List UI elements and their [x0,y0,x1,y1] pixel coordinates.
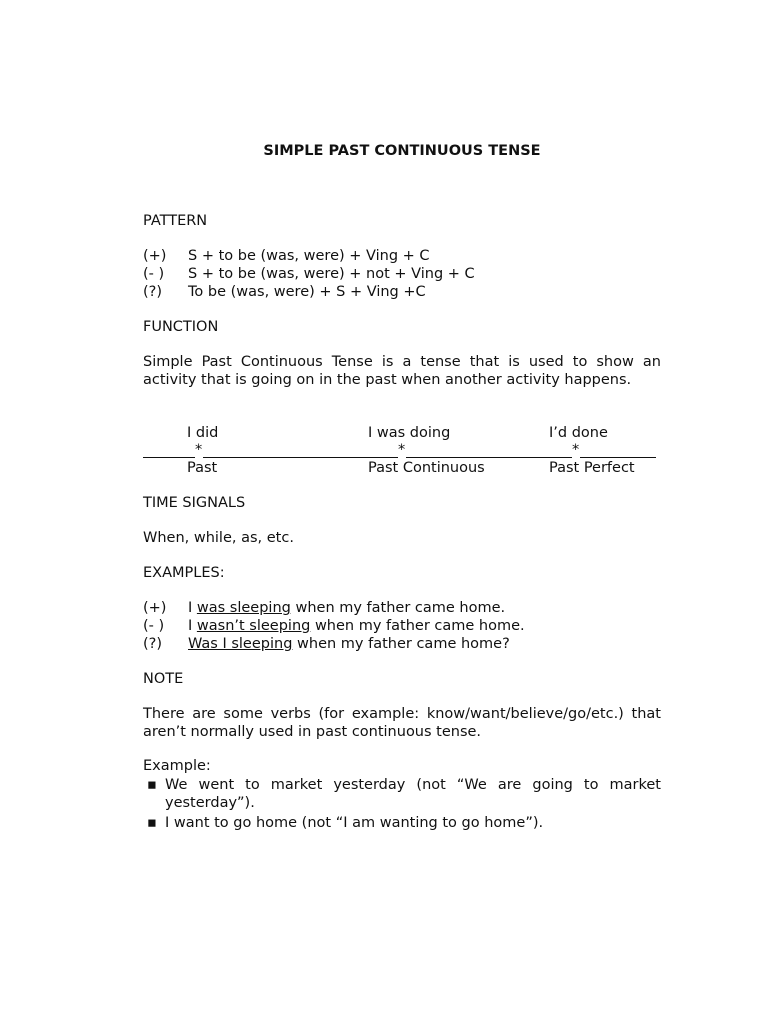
example-sentence-positive [188,599,505,617]
pattern-heading: PATTERN [143,213,208,229]
timeline-label-perfect-bottom: Past Perfect [549,460,635,476]
timeline-line-segment [143,457,195,458]
bullet-icon: ▪ [147,777,157,793]
note-example-label: Example: [143,758,211,774]
timeline-marker-continuous: * [398,442,406,458]
function-paragraph: Simple Past Continuous Tense is a tense that is used to show an activity that is going on in the past when another activity happens. [143,354,661,388]
pattern-sign-positive: (+) [143,248,167,264]
list-item [143,814,661,832]
timeline-line-segment [406,457,572,458]
example-sign-positive: (+) [143,600,167,616]
timeline-label-past-bottom: Past [187,460,218,476]
example-verb-underlined: wasn’t sleeping [196,618,311,634]
list-item-text: I want to go home (not “I am wanting to go home”). [165,815,544,831]
timeline-label-perfect-top: I’d done [549,425,608,441]
example-sentence-negative [188,617,525,635]
note-example-list [143,776,661,834]
example-verb-underlined: Was I sleeping [188,636,293,652]
example-pre: I [188,618,197,634]
time-signals-heading: TIME SIGNALS [143,495,246,511]
timeline-label-continuous-bottom: Past Continuous [368,460,485,476]
example-sign-question: (?) [143,636,163,652]
example-sign-negative: (- ) [143,618,165,634]
pattern-formula-positive: S + to be (was, were) + Ving + C [188,248,430,264]
timeline-marker-past: * [195,442,203,458]
example-verb-underlined: was sleeping [196,600,291,616]
pattern-sign-negative: (- ) [143,266,165,282]
timeline-label-past-top: I did [187,425,219,441]
timeline-marker-perfect: * [572,442,580,458]
timeline-line-segment [580,457,656,458]
page-title: SIMPLE PAST CONTINUOUS TENSE [263,143,541,159]
pattern-formula-question: To be (was, were) + S + Ving +C [188,284,426,300]
list-item [143,776,661,812]
bullet-icon: ▪ [147,815,157,831]
note-heading: NOTE [143,671,184,687]
pattern-formula-negative: S + to be (was, were) + not + Ving + C [188,266,475,282]
example-sentence-question [188,635,510,653]
timeline-line-segment [203,457,398,458]
note-paragraph: There are some verbs (for example: know/want/believe/go/etc.) that aren’t normally used in past continuous tense. [143,706,661,740]
example-pre: I [188,600,197,616]
time-signals-text: When, while, as, etc. [143,530,294,546]
example-post: when my father came home? [292,636,510,652]
timeline-label-continuous-top: I was doing [368,425,451,441]
pattern-sign-question: (?) [143,284,163,300]
list-item-text: We went to market yesterday (not “We are going to market yesterday”). [165,777,661,811]
example-post: when my father came home. [290,600,506,616]
example-post: when my father came home. [310,618,525,634]
examples-heading: EXAMPLES: [143,565,225,581]
function-heading: FUNCTION [143,319,219,335]
